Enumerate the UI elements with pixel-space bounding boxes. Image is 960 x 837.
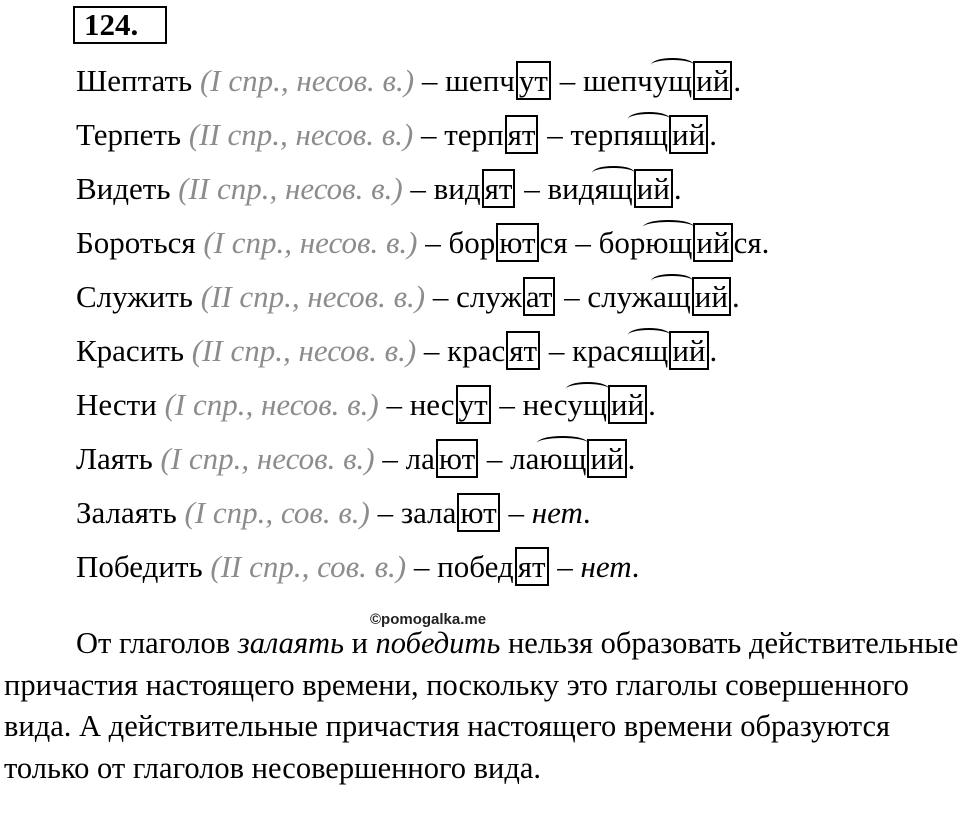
participle-stem: крас <box>572 333 631 368</box>
row-tail: . <box>709 117 717 152</box>
suffix-arc-mark <box>643 220 694 234</box>
dash: – <box>386 387 402 422</box>
verb-infinitive: Видеть <box>76 171 171 206</box>
verb-row <box>76 548 639 586</box>
conclusion-text-3: нельзя образовать действительные причастия настоящего времени, поскольку это глаголы совершенного вида. А действительные причастия настоящего времени образуются только от глаголов несовершенного вида. <box>4 626 959 785</box>
form1-stem: нес <box>409 387 455 422</box>
verb-grammar-note: (I спр., несов. в.) <box>160 441 375 476</box>
participle-stem: служ <box>587 279 654 314</box>
dash: – <box>432 279 449 314</box>
dash: – <box>421 63 438 98</box>
participle-suffix-wrap <box>630 116 668 154</box>
verb-grammar-note: (I спр., несов. в.) <box>203 225 418 260</box>
row-tail: . <box>673 171 682 206</box>
participle-ending-box: ий <box>669 115 708 154</box>
participle-stem: шепч <box>582 63 653 98</box>
dash: – <box>499 387 515 422</box>
participle-suffix: ящ <box>630 333 669 368</box>
participle-suffix: ущ <box>567 387 607 422</box>
participle-ending-box: ий <box>634 169 673 208</box>
row-tail: . <box>733 63 742 98</box>
form1-postfix: ся <box>539 225 568 260</box>
watermark: ©pomogalka.me <box>370 611 487 628</box>
dash: – <box>547 117 563 152</box>
verb-infinitive: Победить <box>76 549 203 584</box>
conclusion-paragraph <box>4 623 960 789</box>
form1-stem: шепч <box>445 63 515 98</box>
dash: – <box>524 171 540 206</box>
dash: – <box>413 549 430 584</box>
verb-row <box>76 170 682 208</box>
form1-ending-box: ют <box>457 493 499 532</box>
form1-ending-box: ят <box>505 115 539 154</box>
form1-stem: бор <box>448 225 496 260</box>
row-tail: . <box>582 495 591 530</box>
participle-ending-box: ий <box>669 331 708 370</box>
dash: – <box>382 441 398 476</box>
suffix-arc-mark <box>628 112 670 126</box>
row-tail: . <box>627 441 636 476</box>
participle-stem: вид <box>547 171 595 206</box>
dash: – <box>486 441 503 476</box>
row-tail: . <box>631 549 640 584</box>
participle-suffix: ющ <box>539 441 587 476</box>
verb-infinitive: Нести <box>76 387 157 422</box>
form1-ending-box: ят <box>482 169 516 208</box>
form1-stem: зала <box>400 495 457 530</box>
verb-infinitive: Залаять <box>76 495 177 530</box>
participle-stem: терп <box>570 117 630 152</box>
verb-grammar-note: (II спр., несов. в.) <box>188 117 414 152</box>
participle-suffix-wrap <box>630 332 668 370</box>
row-tail: . <box>709 333 718 368</box>
dash: – <box>557 549 573 584</box>
form1-stem: служ <box>456 279 522 314</box>
verb-infinitive: Служить <box>76 279 193 314</box>
participle-suffix-wrap <box>594 170 632 208</box>
participle-ending-box: ий <box>692 277 731 316</box>
participle-suffix-wrap <box>653 278 691 316</box>
verb-grammar-note: (I спр., сов. в.) <box>184 495 370 530</box>
verb-grammar-note: (I спр., несов. в.) <box>164 387 379 422</box>
verb-grammar-note: (II спр., несов. в.) <box>178 171 403 206</box>
participle-suffix: ящ <box>629 117 669 152</box>
verb-grammar-note: (II спр., несов. в.) <box>191 333 417 368</box>
suffix-arc-mark <box>651 58 694 72</box>
form1-ending-box: ят <box>506 331 540 370</box>
conclusion-word-pobedit: победить <box>375 626 501 660</box>
participle-suffix: ащ <box>653 279 691 314</box>
participle-stem: нес <box>522 387 568 422</box>
participle-ending-box: ий <box>693 223 732 262</box>
verb-row <box>76 116 717 154</box>
participle-suffix: ящ <box>594 171 633 206</box>
no-participle-text: нет <box>531 495 583 530</box>
participle-suffix-wrap <box>568 386 607 424</box>
verb-infinitive: Красить <box>76 333 184 368</box>
suffix-arc-mark <box>537 436 588 450</box>
form1-stem: крас <box>447 333 506 368</box>
dash: – <box>508 495 524 530</box>
dash: – <box>410 171 426 206</box>
row-tail: . <box>648 387 656 422</box>
conclusion-text-2: и <box>343 626 376 660</box>
dash: – <box>559 63 576 98</box>
verb-row <box>76 440 635 478</box>
participle-suffix: ущ <box>652 63 693 98</box>
form1-ending-box: ют <box>496 223 538 262</box>
participle-suffix: ющ <box>645 225 693 260</box>
row-tail: . <box>731 279 740 314</box>
form1-stem: терп <box>444 117 504 152</box>
participle-ending-box: ий <box>693 61 732 100</box>
dash: – <box>423 333 440 368</box>
conclusion-text-1: От глаголов <box>76 626 238 660</box>
no-participle-text: нет <box>580 549 632 584</box>
dash: – <box>564 279 580 314</box>
verb-infinitive: Бороться <box>76 225 196 260</box>
form1-ending-box: ут <box>456 385 491 424</box>
verb-row <box>76 278 740 316</box>
suffix-arc-mark <box>651 274 693 288</box>
participle-stem: бор <box>598 225 646 260</box>
verb-row <box>76 62 741 100</box>
verb-row <box>76 332 717 370</box>
dash: – <box>425 225 441 260</box>
verb-grammar-note: (II спр., сов. в.) <box>210 549 407 584</box>
participle-stem: ла <box>510 441 540 476</box>
participle-suffix-wrap <box>653 62 692 100</box>
participle-ending-box: ий <box>608 385 647 424</box>
suffix-arc-mark <box>566 382 609 396</box>
form1-ending-box: ят <box>515 547 549 586</box>
form1-stem: ла <box>405 441 435 476</box>
form1-stem: вид <box>433 171 481 206</box>
participle-suffix-wrap <box>645 224 692 262</box>
form1-ending-box: ут <box>516 61 551 100</box>
verb-grammar-note: (I спр., несов. в.) <box>199 63 415 98</box>
dash: – <box>575 225 591 260</box>
suffix-arc-mark <box>592 166 634 180</box>
row-tail: ся. <box>733 225 770 260</box>
dash: – <box>421 117 437 152</box>
form1-ending-box: ат <box>523 277 556 316</box>
verb-infinitive: Терпеть <box>76 117 182 152</box>
dash: – <box>377 495 394 530</box>
participle-suffix-wrap <box>539 440 586 478</box>
dash: – <box>548 333 565 368</box>
verb-infinitive: Шептать <box>76 63 193 98</box>
participle-ending-box: ий <box>587 439 626 478</box>
verb-row <box>76 224 769 262</box>
exercise-number: 124. <box>73 6 167 44</box>
verb-infinitive: Лаять <box>76 441 153 476</box>
conclusion-word-zalayat: залаять <box>237 626 344 660</box>
suffix-arc-mark <box>628 328 670 342</box>
verb-row <box>76 494 591 532</box>
form1-ending-box: ют <box>436 439 478 478</box>
verb-grammar-note: (II спр., несов. в.) <box>200 279 426 314</box>
verb-row <box>76 386 656 424</box>
form1-stem: побед <box>437 549 514 584</box>
